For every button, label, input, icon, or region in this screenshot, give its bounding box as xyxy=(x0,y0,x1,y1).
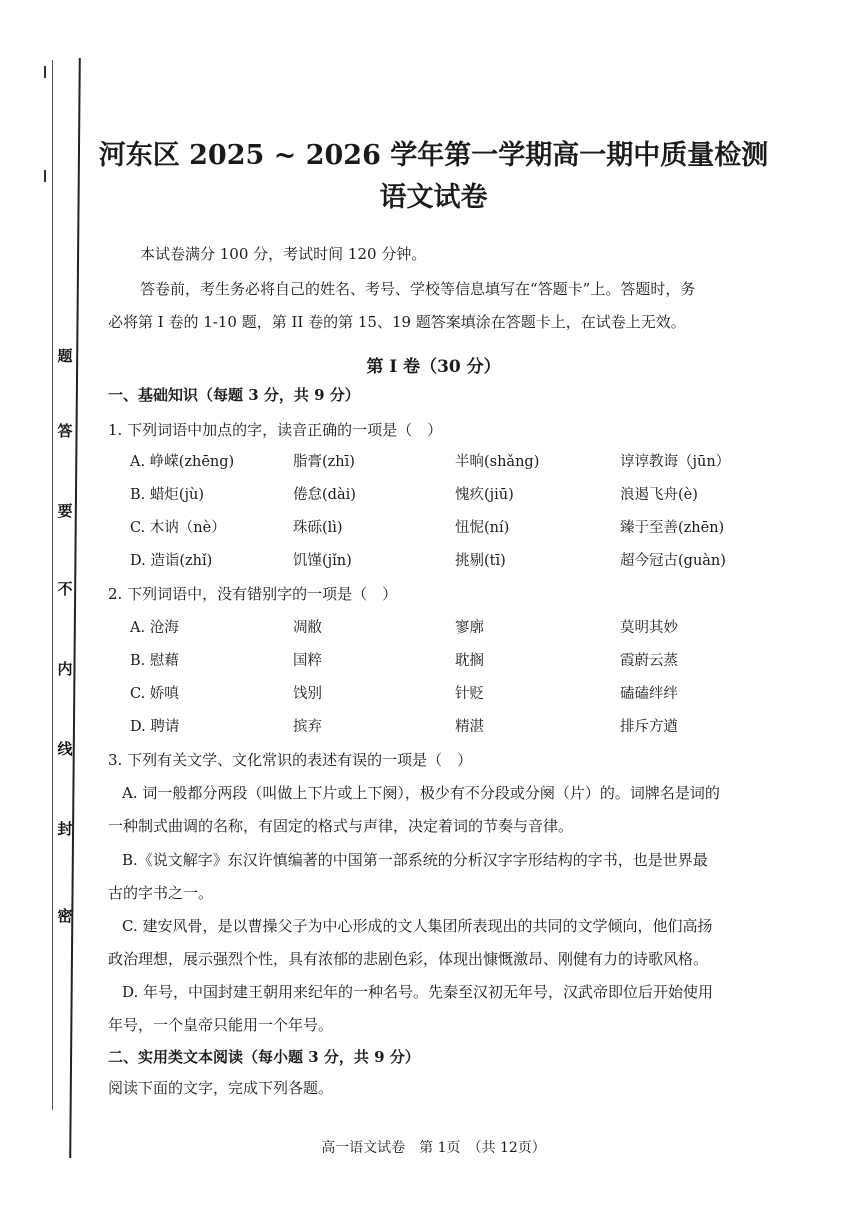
seal-char-4: 不 xyxy=(57,580,73,598)
q2-option-a-1: A. 沧海 xyxy=(130,620,179,636)
q1-option-d-4: 超今冠古(guàn) xyxy=(620,553,726,569)
seal-char-7: 封 xyxy=(57,820,73,838)
q1-option-b-1: B. 蜡炬(jù) xyxy=(130,487,205,503)
q3-option-b-line1: B.《说文解字》东汉许慎编著的中国第一部系统的分析汉字字形结构的字书，也是世界最 xyxy=(122,851,708,869)
q1-option-b-2: 倦怠(dài) xyxy=(293,487,356,503)
section2-intro: 阅读下面的文字，完成下列各题。 xyxy=(108,1079,334,1097)
page-footer: 高一语文试卷 第 1页 （共 12页） xyxy=(321,1140,546,1156)
q3-option-d-line1: D. 年号，中国封建王朝用来纪年的一种名号。先秦至汉初无年号，汉武帝即位后开始使用 xyxy=(122,983,714,1001)
q1-option-b-3: 愧疚(jiū) xyxy=(455,487,514,503)
q1-option-b-4: 浪遏飞舟(è) xyxy=(620,487,698,503)
q1-option-a-4: 谆谆教诲（jūn） xyxy=(620,454,731,470)
q1-option-d-2: 饥馑(jǐn) xyxy=(293,553,352,569)
q3-option-d-line2: 年号，一个皇帝只能用一个年号。 xyxy=(108,1016,334,1034)
q1-option-a-3: 半晌(shǎng) xyxy=(455,454,540,470)
section1-heading: 一、基础知识（每题 3 分，共 9 分） xyxy=(108,386,360,404)
q1-option-d-1: D. 造诣(zhǐ) xyxy=(130,553,213,569)
q1-option-c-3: 忸怩(ní) xyxy=(455,520,510,536)
q1-option-c-1: C. 木讷（nè） xyxy=(130,520,226,536)
seal-char-2: 答 xyxy=(57,422,73,440)
q2-option-b-4: 霞蔚云蒸 xyxy=(620,653,678,669)
q2-option-a-2: 凋敝 xyxy=(293,620,322,636)
intro-line-2: 答卷前，考生务必将自己的姓名、考号、学校等信息填写在“答题卡”上。答题时，务 xyxy=(140,280,696,298)
seal-char-3: 要 xyxy=(57,502,73,520)
seal-char-1: 题 xyxy=(57,347,73,365)
question-1-stem: 1. 下列词语中加点的字，读音正确的一项是（ ） xyxy=(108,421,443,439)
q2-option-c-4: 磕磕绊绊 xyxy=(620,686,678,702)
section2-heading: 二、实用类文本阅读（每小题 3 分，共 9 分） xyxy=(108,1048,420,1066)
intro-line-3: 必将第 I 卷的 1-10 题，第 II 卷的第 15、19 题答案填涂在答题卡上，在试卷上无效。 xyxy=(108,313,686,331)
binding-margin-line xyxy=(69,58,81,1158)
part1-heading: 第 I 卷（30 分） xyxy=(366,357,501,377)
exam-subject: 语文试卷 xyxy=(379,182,488,213)
q2-option-d-1: D. 聘请 xyxy=(130,719,180,735)
margin-tick xyxy=(44,66,46,78)
q2-option-d-4: 排斥方遒 xyxy=(620,719,678,735)
exam-title: 河东区 2025 ~ 2026 学年第一学期高一期中质量检测 xyxy=(98,140,769,171)
question-2-stem: 2. 下列词语中，没有错别字的一项是（ ） xyxy=(108,585,398,603)
q2-option-b-3: 耽搁 xyxy=(455,653,484,669)
q2-option-c-2: 饯别 xyxy=(293,686,322,702)
seal-char-5: 内 xyxy=(57,660,73,678)
q1-option-a-2: 脂膏(zhī) xyxy=(293,454,355,470)
q3-option-b-line2: 古的字书之一。 xyxy=(108,884,214,902)
intro-line-1: 本试卷满分 100 分，考试时间 120 分钟。 xyxy=(140,245,427,263)
q2-option-b-1: B. 慰藉 xyxy=(130,653,179,669)
q2-option-a-4: 莫明其妙 xyxy=(620,620,678,636)
q3-option-a-line1: A. 词一般都分两段（叫做上下片或上下阕），极少有不分段或分阕（片）的。词牌名是词的 xyxy=(122,784,720,802)
q3-option-a-line2: 一种制式曲调的名称，有固定的格式与声律，决定着词的节奏与音律。 xyxy=(108,817,574,835)
q1-option-c-4: 臻于至善(zhēn) xyxy=(620,520,725,536)
question-3-stem: 3. 下列有关文学、文化常识的表述有误的一项是（ ） xyxy=(108,751,473,769)
q2-option-a-3: 寥廓 xyxy=(455,620,484,636)
seal-char-6: 线 xyxy=(57,740,73,758)
binding-margin-outer-line xyxy=(52,60,53,1110)
q1-option-a-1: A. 峥嵘(zhēng) xyxy=(130,454,235,470)
q2-option-d-2: 摈弃 xyxy=(293,719,322,735)
q2-option-d-3: 精湛 xyxy=(455,719,484,735)
q3-option-c-line2: 政治理想，展示强烈个性，具有浓郁的悲剧色彩，体现出慷慨激昂、刚健有力的诗歌风格。 xyxy=(108,950,709,968)
q2-option-b-2: 国粹 xyxy=(293,653,322,669)
q1-option-c-2: 珠砾(lì) xyxy=(293,520,343,536)
q3-option-c-line1: C. 建安风骨，是以曹操父子为中心形成的文人集团所表现出的共同的文学倾向，他们高扬 xyxy=(122,917,713,935)
q2-option-c-1: C. 娇嗔 xyxy=(130,686,179,702)
seal-char-8: 密 xyxy=(57,907,73,925)
q1-option-d-3: 挑剔(tī) xyxy=(455,553,506,569)
q2-option-c-3: 针贬 xyxy=(455,686,484,702)
